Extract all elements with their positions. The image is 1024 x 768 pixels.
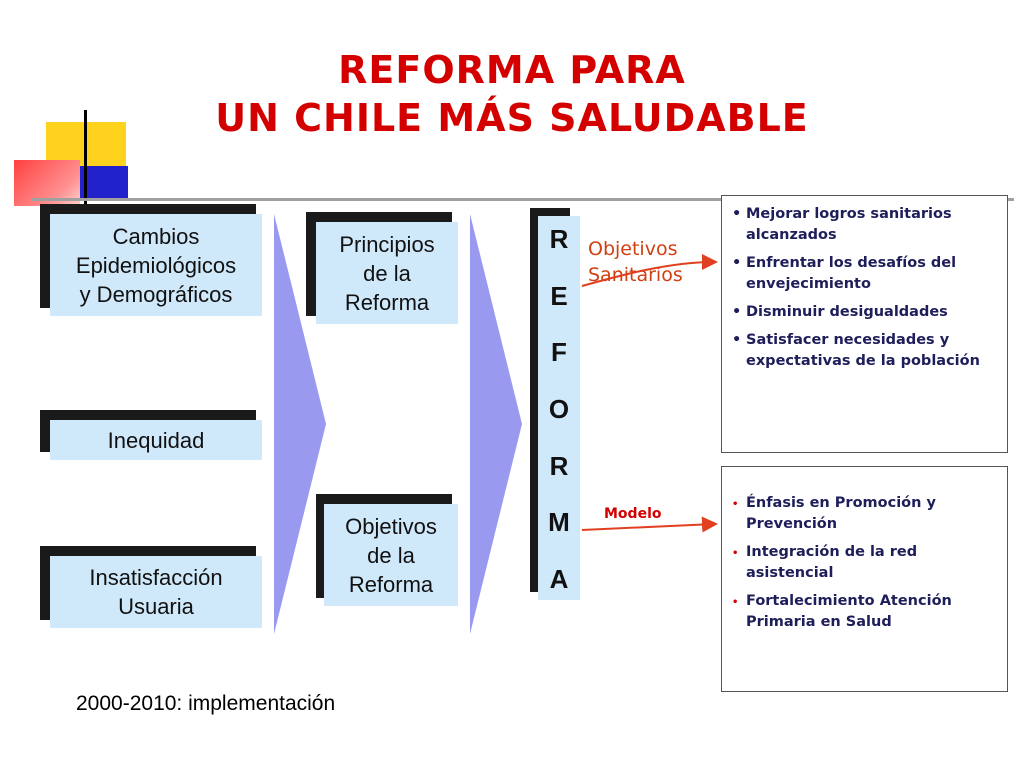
- list-item: [728, 493, 1001, 535]
- list-item-text: Énfasis en Promoción y Prevención: [746, 495, 936, 532]
- reforma-letter: R: [549, 450, 569, 481]
- list-item-text: Integración de la red asistencial: [746, 544, 918, 581]
- modelo-label: Modelo: [604, 506, 662, 522]
- title-line-1: REFORMA PARA: [338, 48, 686, 92]
- card-cambios: [50, 214, 262, 316]
- bullet-icon: •: [732, 255, 742, 271]
- bullet-icon: •: [732, 332, 742, 348]
- title-line-2: UN CHILE MÁS SALUDABLE: [215, 96, 809, 140]
- reforma-letter: F: [551, 337, 567, 368]
- card-cambios-text: Cambios Epidemiológicos y Demográficos: [75, 223, 237, 307]
- reforma-letter: E: [550, 280, 568, 311]
- list-item: [728, 204, 1001, 246]
- modelo-connector: [582, 524, 714, 530]
- reforma-letter: O: [548, 393, 570, 424]
- list-item-text: Satisfacer necesidades y expectativas de la población: [746, 332, 980, 369]
- bullet-icon: •: [732, 206, 742, 222]
- list-item: [728, 591, 1001, 633]
- list-item-text: Disminuir desigualdades: [746, 304, 948, 320]
- arrow-column-2: [466, 214, 526, 634]
- list-item-text: Mejorar logros sanitarios alcanzados: [746, 206, 952, 243]
- list-item: [728, 330, 1001, 372]
- list-item: [728, 302, 1001, 323]
- objetivos-box: [721, 195, 1008, 453]
- card-inequidad-text: Inequidad: [107, 427, 205, 453]
- reforma-letter: A: [549, 563, 569, 594]
- card-objetivos-reforma: [324, 504, 458, 606]
- list-item-text: Fortalecimiento Atención Primaria en Salud: [746, 593, 952, 630]
- list-item: [728, 253, 1001, 295]
- implementation-footer: 2000-2010: implementación: [76, 692, 336, 715]
- bullet-icon: •: [732, 499, 739, 510]
- card-inequidad: [50, 420, 262, 460]
- list-item: [728, 542, 1001, 584]
- card-principios: [316, 222, 458, 324]
- card-principios-text: Principios de la Reforma: [339, 231, 435, 315]
- card-objetivos-reforma-text: Objetivos de la Reforma: [345, 513, 437, 597]
- objetivos-list: [728, 204, 1001, 372]
- reforma-letter: M: [548, 507, 570, 538]
- list-item-text: Enfrentar los desafíos del envejecimiento: [746, 255, 957, 292]
- bullet-icon: •: [732, 548, 739, 559]
- connector-arrows: [578, 200, 738, 580]
- slide-title: [0, 46, 1024, 142]
- card-insatisfaccion-text: Insatisfacción Usuaria: [89, 565, 223, 619]
- objetivos-sanitarios-label: Objetivos Sanitarios: [588, 238, 683, 286]
- modelo-list: [728, 493, 1001, 633]
- reforma-column: [538, 216, 580, 600]
- modelo-box: [721, 466, 1008, 692]
- bullet-icon: •: [732, 597, 739, 608]
- reforma-letter: R: [549, 224, 569, 254]
- card-insatisfaccion: [50, 556, 262, 628]
- bullet-icon: •: [732, 304, 742, 320]
- objetivos-connector: [582, 262, 714, 286]
